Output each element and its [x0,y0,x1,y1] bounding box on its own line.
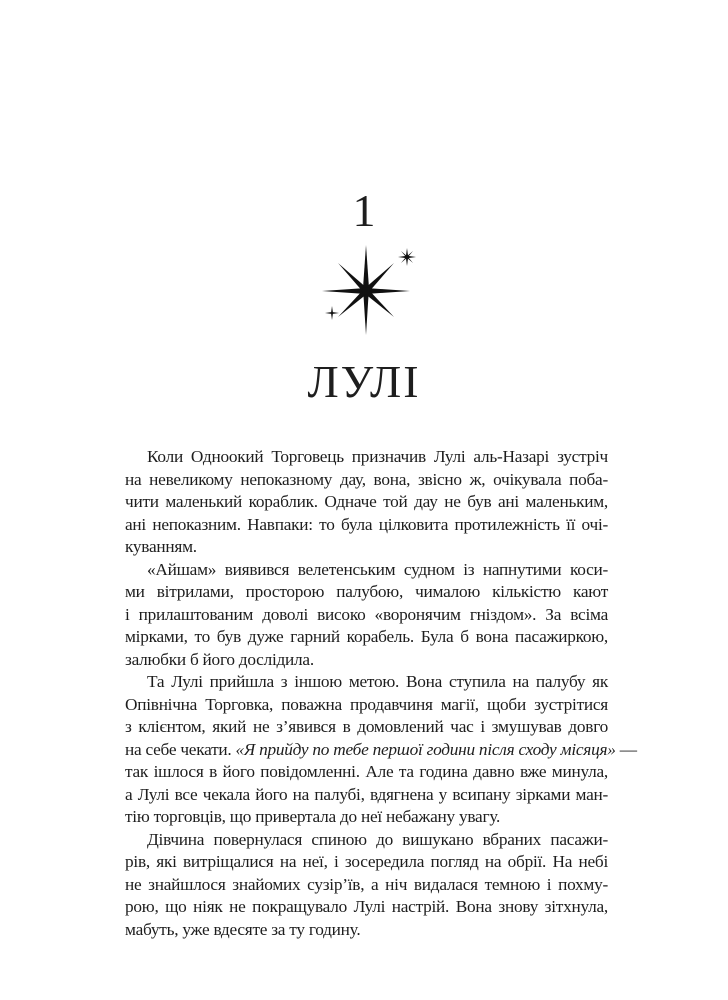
text-line: ми вітрилами, просторою палубою, чималою кількістю кают [125,582,608,601]
text-line: рою, що ніяк не покращувало Лулі настрій. Вона знову зітхнула, [125,897,608,916]
text-segment: на себе чекати. [125,739,232,759]
text-line: тію торговців, що привертала до неї небажану увагу. [125,807,501,826]
text-line: так ішлося в його повідомленні. Але та година давно вже минула, [125,762,608,781]
paragraph [125,671,637,829]
text-line: і прилаштованим доволі високо «воронячим гніздом». За всіма [125,604,608,624]
text-line: а Лулі все чекала його на палубі, вдягнена у всипану зірками ман- [125,784,608,804]
text-line: мабуть, уже вдесяте за ту годину. [125,919,361,939]
text-line: рів, які витріщалися на неї, і зосередила погляд на обрії. На небі [125,852,608,871]
em-dash: — [619,739,637,759]
text-line: Дівчина повернулася спиною до вишукано вбраних пасажи- [147,829,608,849]
text-line: Опівнічна Торговка, поважна продавчиня магії, щоби зустрітися [125,694,608,714]
text-line: мірками, то був дуже гарний корабель. Була б вона пасажиркою, [125,627,608,646]
paragraph [125,829,608,942]
text-line: на невеликому непоказному дау, вона, звісно ж, очікувала поба- [125,469,608,489]
chapter-title: ЛУЛІ [307,356,421,407]
compass-star-icon [316,240,416,340]
paragraph [125,446,608,559]
text-line: куванням. [125,537,197,556]
paragraph [125,559,608,672]
text-line: з клієнтом, який не з’явився в домовлений час і змушував довго [125,717,608,736]
text-line: Та Лулі прийшла з іншою метою. Вона ступила на палубу як [147,672,608,691]
body-text [125,446,637,941]
chapter-number: 1 [352,185,376,236]
text-line: не знайшлося знайомих сузір’їв, а ніч видалася темною і похму- [125,874,608,894]
text-line: залюбки б його дослідила. [125,649,314,669]
text-line: «Айшам» виявився велетенським судном із напнутими коси- [147,559,608,579]
text-line: чити маленький кораблик. Одначе той дау не був ані маленьким, [125,492,608,511]
quote-italic: «Я прийду по тебе першої години після сходу місяця» [235,739,616,759]
text-line: ані непоказним. Навпаки: то була цілковита протилежність її очі- [125,514,608,534]
text-line [125,739,637,762]
text-line: Коли Одноокий Торговець призначив Лулі аль-Назарі зустріч [147,447,608,466]
